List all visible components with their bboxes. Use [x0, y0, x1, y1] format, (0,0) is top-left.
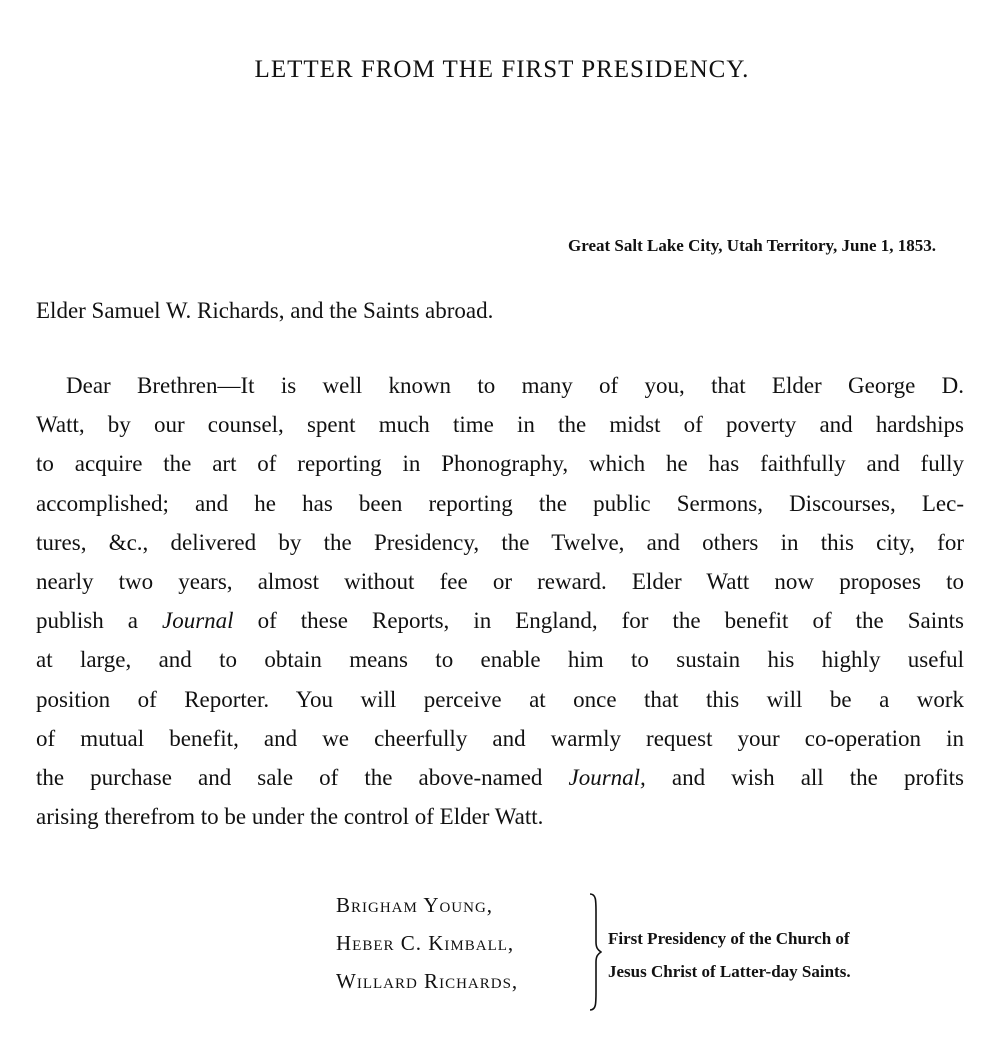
body-line: Dear Brethren—It is well known to many of you, that Elder George D. [66, 373, 964, 398]
office-line: First Presidency of the Church of [608, 929, 850, 948]
curly-brace-icon [588, 892, 602, 1012]
body-line: of mutual benefit, and we cheerfully and warmly request your co-operation in [36, 725, 964, 751]
office-line: Jesus Christ of Latter-day Saints. [608, 962, 851, 981]
body-line [36, 601, 964, 640]
body-text-fragment: the purchase and sale of the above-named [36, 764, 569, 790]
journal-title-emphasis: Journal [161, 608, 234, 634]
body-line: Watt, by our counsel, spent much time in the midst of poverty and hardships [36, 412, 964, 438]
body-text-fragment: publish a [36, 608, 162, 634]
body-line: at large, and to obtain means to enable him to sustain his highly useful [36, 647, 964, 673]
page-title: LETTER FROM THE FIRST PRESIDENCY. [254, 56, 750, 83]
office-title [608, 922, 851, 988]
body-line: tures, &c., delivered by the Presidency, the Twelve, and others in this city, for [36, 529, 964, 555]
salutation: Elder Samuel W. Richards, and the Saints abroad. [36, 298, 494, 323]
signatory-name: Heber C. Kimball, [336, 931, 515, 955]
body-line [36, 758, 964, 797]
body-line: arising therefrom to be under the control of Elder Watt. [36, 804, 544, 830]
body-text-fragment: and wish all the profits [645, 764, 964, 790]
body-line: accomplished; and he has been reporting the public Sermons, Discourses, Lec- [36, 490, 964, 516]
body-line: position of Reporter. You will perceive at once that this will be a work [36, 686, 964, 712]
body-text-fragment: of these Reports, in England, for the benefit of the Saints [233, 608, 964, 634]
journal-title-emphasis: Journal, [568, 764, 646, 790]
signatures [336, 886, 518, 1000]
letter-body [36, 366, 964, 836]
signatory-name: Willard Richards, [336, 969, 519, 993]
body-line: nearly two years, almost without fee or reward. Elder Watt now proposes to [36, 568, 964, 594]
dateline: Great Salt Lake City, Utah Territory, June 1, 1853. [567, 236, 936, 255]
body-line: to acquire the art of reporting in Phonography, which he has faithfully and fully [36, 451, 964, 477]
signatory-name: Brigham Young, [336, 893, 494, 917]
